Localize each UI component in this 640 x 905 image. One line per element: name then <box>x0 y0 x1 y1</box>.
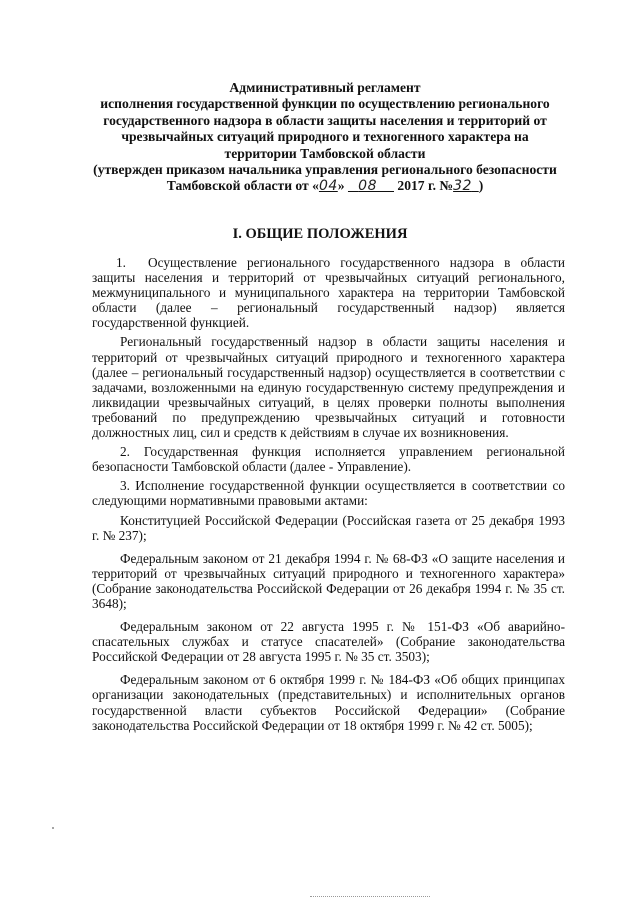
header-line-3: государственного надзора в области защиты населения и территорий от <box>103 112 547 128</box>
paragraph-3: 2. Государственная функция исполняется управлением региональной безопасности Тамбовской области (далее - Управление). <box>92 444 565 475</box>
header-line-5: территории Тамбовской области <box>224 145 426 161</box>
header-line-7 <box>80 178 570 194</box>
legal-act-constitution: Конституцией Российской Федерации (Российская газета от 25 декабря 1993 г. № 237); <box>92 512 565 543</box>
approval-year: 2017 г. № <box>394 178 454 194</box>
approval-date-quote: » <box>337 178 345 194</box>
paragraph-1 <box>92 255 565 330</box>
legal-act-151fz: Федеральным законом от 22 августа 1995 г. № 151-ФЗ «Об аварийно-спасательных службах и статусе спасателей» (Собрание законодательства Российской Федерации от 28 августа 1995 г. № 35 ст. 3503); <box>92 619 565 665</box>
legal-act-68fz: Федеральным законом от 21 декабря 1994 г. № 68-ФЗ «О защите населения и территорий от чрезвычайных ситуаций природного и техногенного характера» (Собрание законодательства Российской Федерации от 26 декабря 1994 г. № 35 ст. 3648); <box>92 550 565 611</box>
section-title: I. ОБЩИЕ ПОЛОЖЕНИЯ <box>232 226 408 242</box>
document-body <box>92 255 565 741</box>
scan-speck <box>52 827 54 829</box>
paragraph-2: Региональный государственный надзор в области защиты населения и территорий от чрезвычайных ситуаций природного и техногенного характера (далее – региональный государственный надзор) осуществляется в соответствии с задачами, возложенными на единую государственную систему предупреждения и ликвидации чрезвычайных ситуаций, в целях проверки полноты выполнения требований по предупреждению чрезвычайных ситуаций и готовности должностных лиц, сил и средств к действиям в случае их возникновения. <box>92 334 565 441</box>
approval-date-prefix: Тамбовской области от « <box>166 178 319 194</box>
approval-day: 04 <box>318 178 338 195</box>
paragraph-number: 1. <box>116 255 126 270</box>
approval-number: 32 <box>453 178 472 195</box>
document-header <box>80 80 570 195</box>
scan-artifact-line <box>310 896 430 898</box>
header-title: Административный регламент <box>229 80 421 95</box>
approval-close-paren: ) <box>478 178 484 194</box>
legal-act-184fz: Федеральным законом от 6 октября 1999 г. № 184-ФЗ «Об общих принципах организации законодательных (представительных) и исполнительных органов государственной власти субъектов Российской Федерации» (Собрание законодательства Российской Федерации от 18 октября 1999 г. № 42 ст. 5005); <box>92 672 565 733</box>
header-line-2: исполнения государственной функции по осуществлению регионального <box>100 96 550 112</box>
header-line-4: чрезвычайных ситуаций природного и техногенного характера на <box>121 129 529 145</box>
header-line-6: (утвержден приказом начальника управления регионального безопасности <box>93 162 557 178</box>
paragraph-1-text: Осуществление регионального государственного надзора в области защиты населения и территорий от чрезвычайных ситуаций регионального, межмуниципального и муниципального характера на территории Тамбовской области (далее – региональный государственный надзор) является государственной функцией. <box>92 255 565 331</box>
approval-month: 08 <box>358 178 377 195</box>
paragraph-4: 3. Исполнение государственной функции осуществляется в соответствии со следующими нормативными правовыми актами: <box>92 478 565 509</box>
